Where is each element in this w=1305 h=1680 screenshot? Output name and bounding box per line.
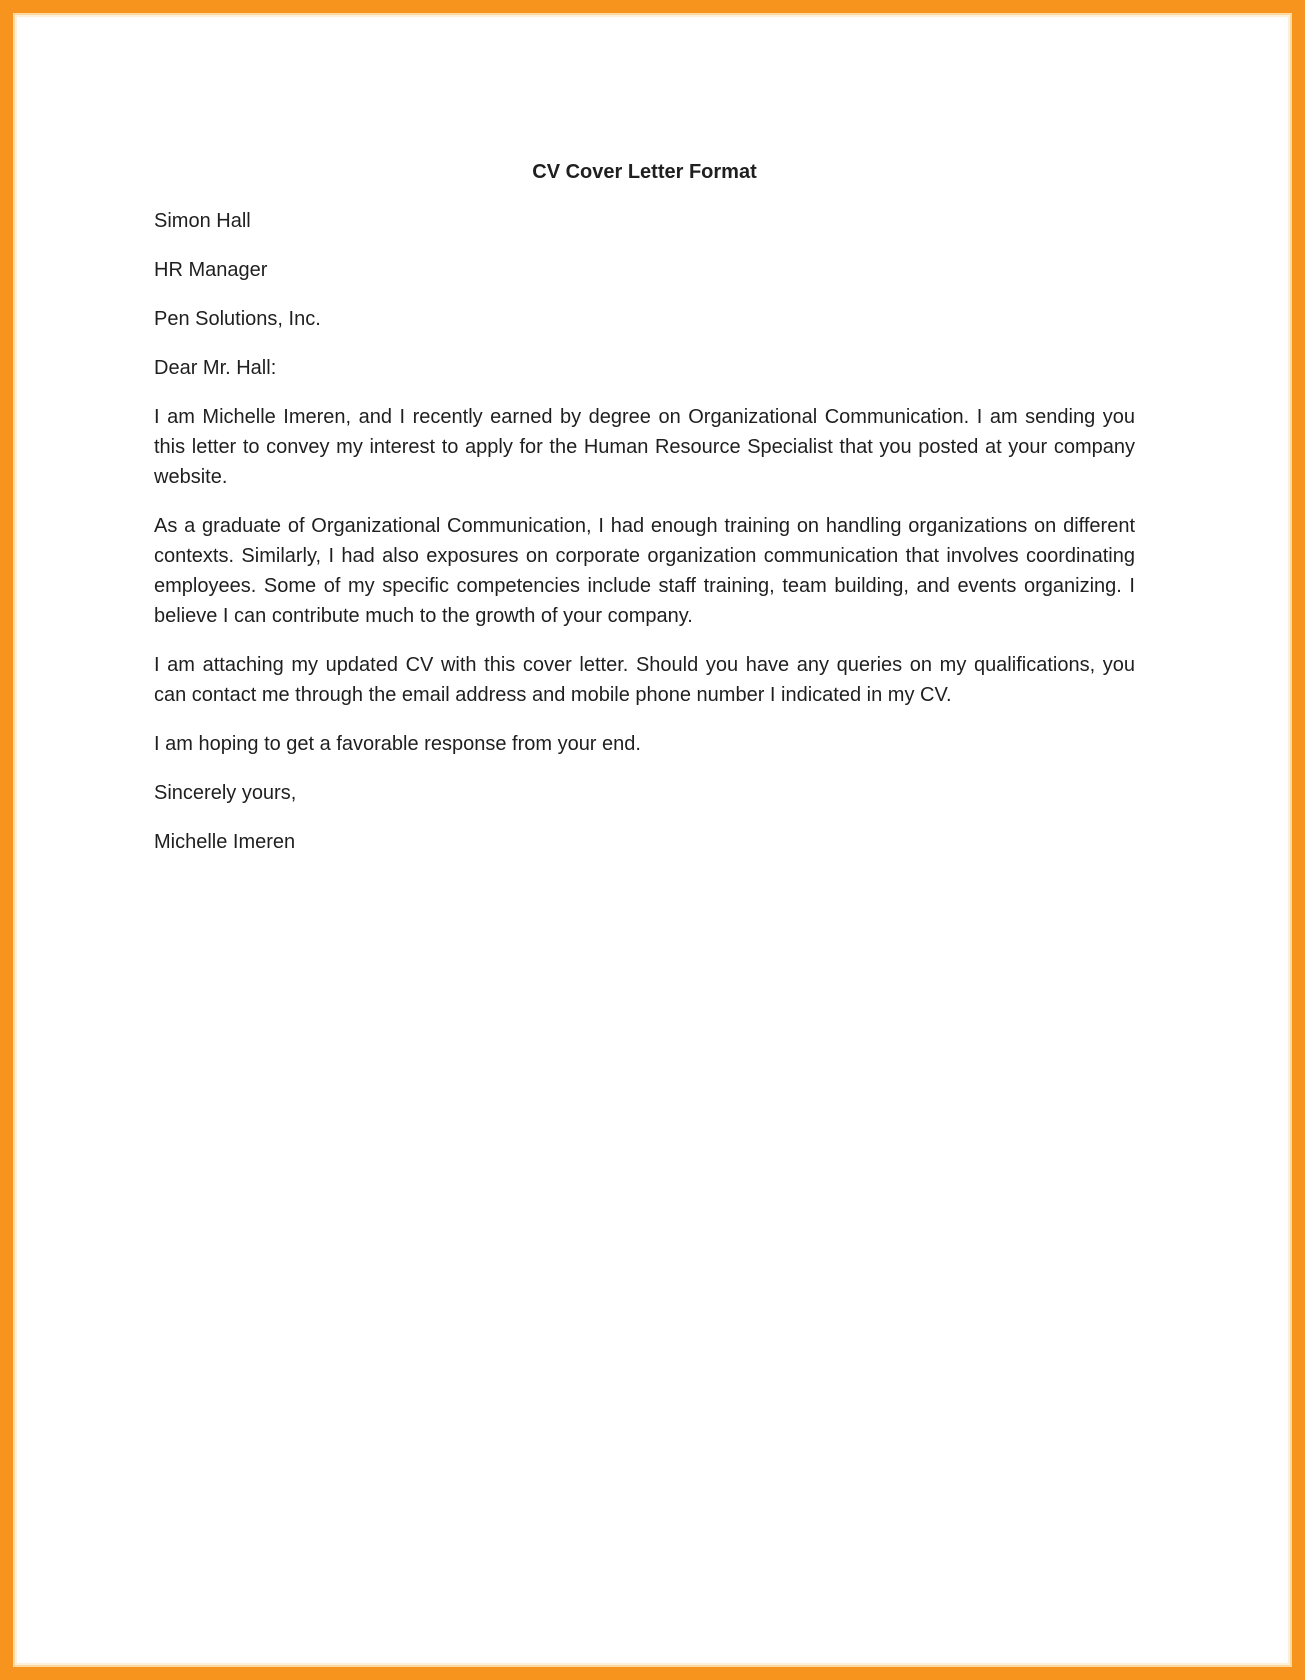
signature-name: Michelle Imeren [154, 831, 296, 853]
recipient-job-title: HR Manager [154, 259, 268, 281]
paragraph-attachment: I am attaching my updated CV with this cover letter. Should you have any queries on my qualifications, you can contact me through the email address and mobile phone number I indicated in my CV. [154, 654, 1135, 706]
paragraph-qualifications: As a graduate of Organizational Communication, I had enough training on handling organizations on different contexts. Similarly, I had also exposures on corporate organization communication that involves coordinating employees. Some of my specific competencies include staff training, team building, and events organizing. I believe I can contribute much to the growth of your company. [154, 515, 1135, 627]
salutation: Dear Mr. Hall: [154, 357, 277, 379]
letter-content [13, 13, 1292, 857]
recipient-name: Simon Hall [154, 210, 251, 232]
paragraph-hoping: I am hoping to get a favorable response from your end. [154, 733, 641, 755]
paragraph-introduction: I am Michelle Imeren, and I recently earned by degree on Organizational Communication. I am sending you this letter to convey my interest to apply for the Human Resource Specialist that you posted at your company website. [154, 406, 1135, 488]
recipient-company: Pen Solutions, Inc. [154, 308, 321, 330]
letter-title: CV Cover Letter Format [532, 161, 757, 183]
closing: Sincerely yours, [154, 782, 297, 804]
